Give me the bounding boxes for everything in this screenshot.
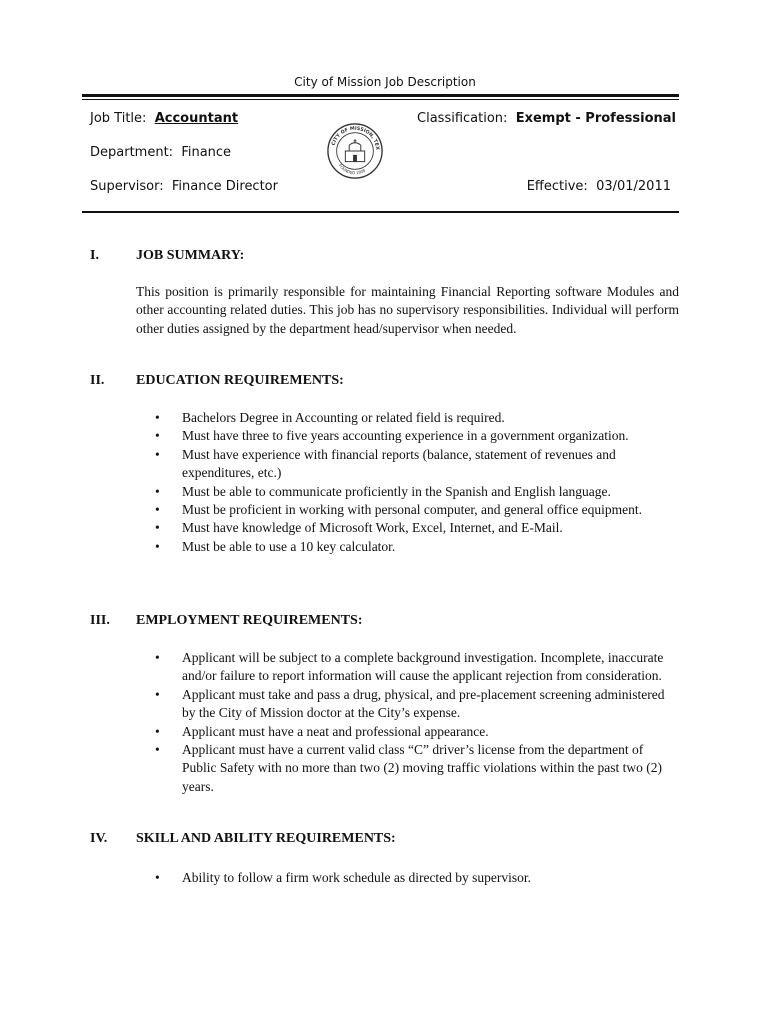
svg-text:CITY OF MISSION, TEXAS: CITY OF MISSION, TEX — [331, 126, 380, 151]
section-heading: JOB SUMMARY: — [136, 248, 245, 263]
classification-label: Classification: — [417, 111, 508, 126]
department-field — [90, 145, 231, 160]
list-item: • Must be able to use a 10 key calculator. — [155, 538, 675, 556]
job-summary-paragraph: This position is primarily responsible for maintaining Financial Reporting software Modules and other accounting related duties. This job has no supervisory responsibilities. Individual will perform other duties assigned by the department head/supervisor when needed. — [136, 284, 679, 336]
list-item: • Ability to follow a firm work schedule as directed by supervisor. — [155, 869, 675, 887]
department-value: Finance — [181, 145, 232, 160]
list-item: • Must have experience with financial reports (balance, statement of revenues and expenditures, etc.) — [155, 446, 675, 483]
supervisor-label: Supervisor: — [90, 179, 164, 194]
list-item: • Applicant must have a neat and professional appearance. — [155, 723, 675, 741]
effective-value: 03/01/2011 — [596, 179, 671, 194]
list-item: • Bachelors Degree in Accounting or related field is required. — [155, 409, 675, 427]
employment-requirements-list — [155, 649, 675, 796]
skill-requirements-list — [155, 869, 675, 887]
svg-text:FOUNDED 1908: FOUNDED 1908 — [337, 162, 367, 176]
supervisor-value: Finance Director — [171, 179, 278, 194]
list-item: • Must be able to communicate proficiently in the Spanish and English language. — [155, 483, 675, 501]
list-item: • Must have three to five years accounting experience in a government organization. — [155, 427, 675, 445]
supervisor-field — [90, 179, 278, 194]
job-title-field — [90, 111, 238, 126]
job-title-value: Accountant — [154, 111, 239, 126]
header-rule-thick — [82, 94, 679, 97]
city-seal-logo — [326, 122, 384, 180]
department-label: Department: — [90, 145, 174, 160]
classification-value: Exempt - Professional — [515, 111, 676, 126]
list-item: • Must have knowledge of Microsoft Work, Excel, Internet, and E-Mail. — [155, 519, 675, 537]
list-item: • Must be proficient in working with personal computer, and general office equipment. — [155, 501, 675, 519]
document-title: City of Mission Job Description — [294, 75, 476, 89]
section-number: II. — [90, 373, 105, 388]
section-heading: EDUCATION REQUIREMENTS: — [136, 373, 344, 388]
education-requirements-list — [155, 409, 675, 556]
effective-date-field — [527, 179, 671, 194]
header-rule-thin — [82, 99, 679, 100]
section-heading: SKILL AND ABILITY REQUIREMENTS: — [136, 831, 396, 846]
classification-field — [417, 111, 676, 126]
section-number: III. — [90, 613, 110, 628]
job-title-label: Job Title: — [90, 111, 147, 126]
section-heading: EMPLOYMENT REQUIREMENTS: — [136, 613, 363, 628]
header-rule-bottom — [82, 211, 679, 213]
section-number: IV. — [90, 831, 108, 846]
list-item: • Applicant must take and pass a drug, physical, and pre-placement screening administered by the City of Mission doctor at the City’s expense. — [155, 686, 675, 723]
list-item: • Applicant will be subject to a complete background investigation. Incomplete, inaccurate and/or failure to report information will cause the applicant rejection from consideration. — [155, 649, 675, 686]
effective-label: Effective: — [526, 179, 588, 194]
list-item: • Applicant must have a current valid class “C” driver’s license from the department of Public Safety with no more than two (2) moving traffic violations within the past two (2) years. — [155, 741, 675, 796]
section-number: I. — [90, 248, 99, 263]
